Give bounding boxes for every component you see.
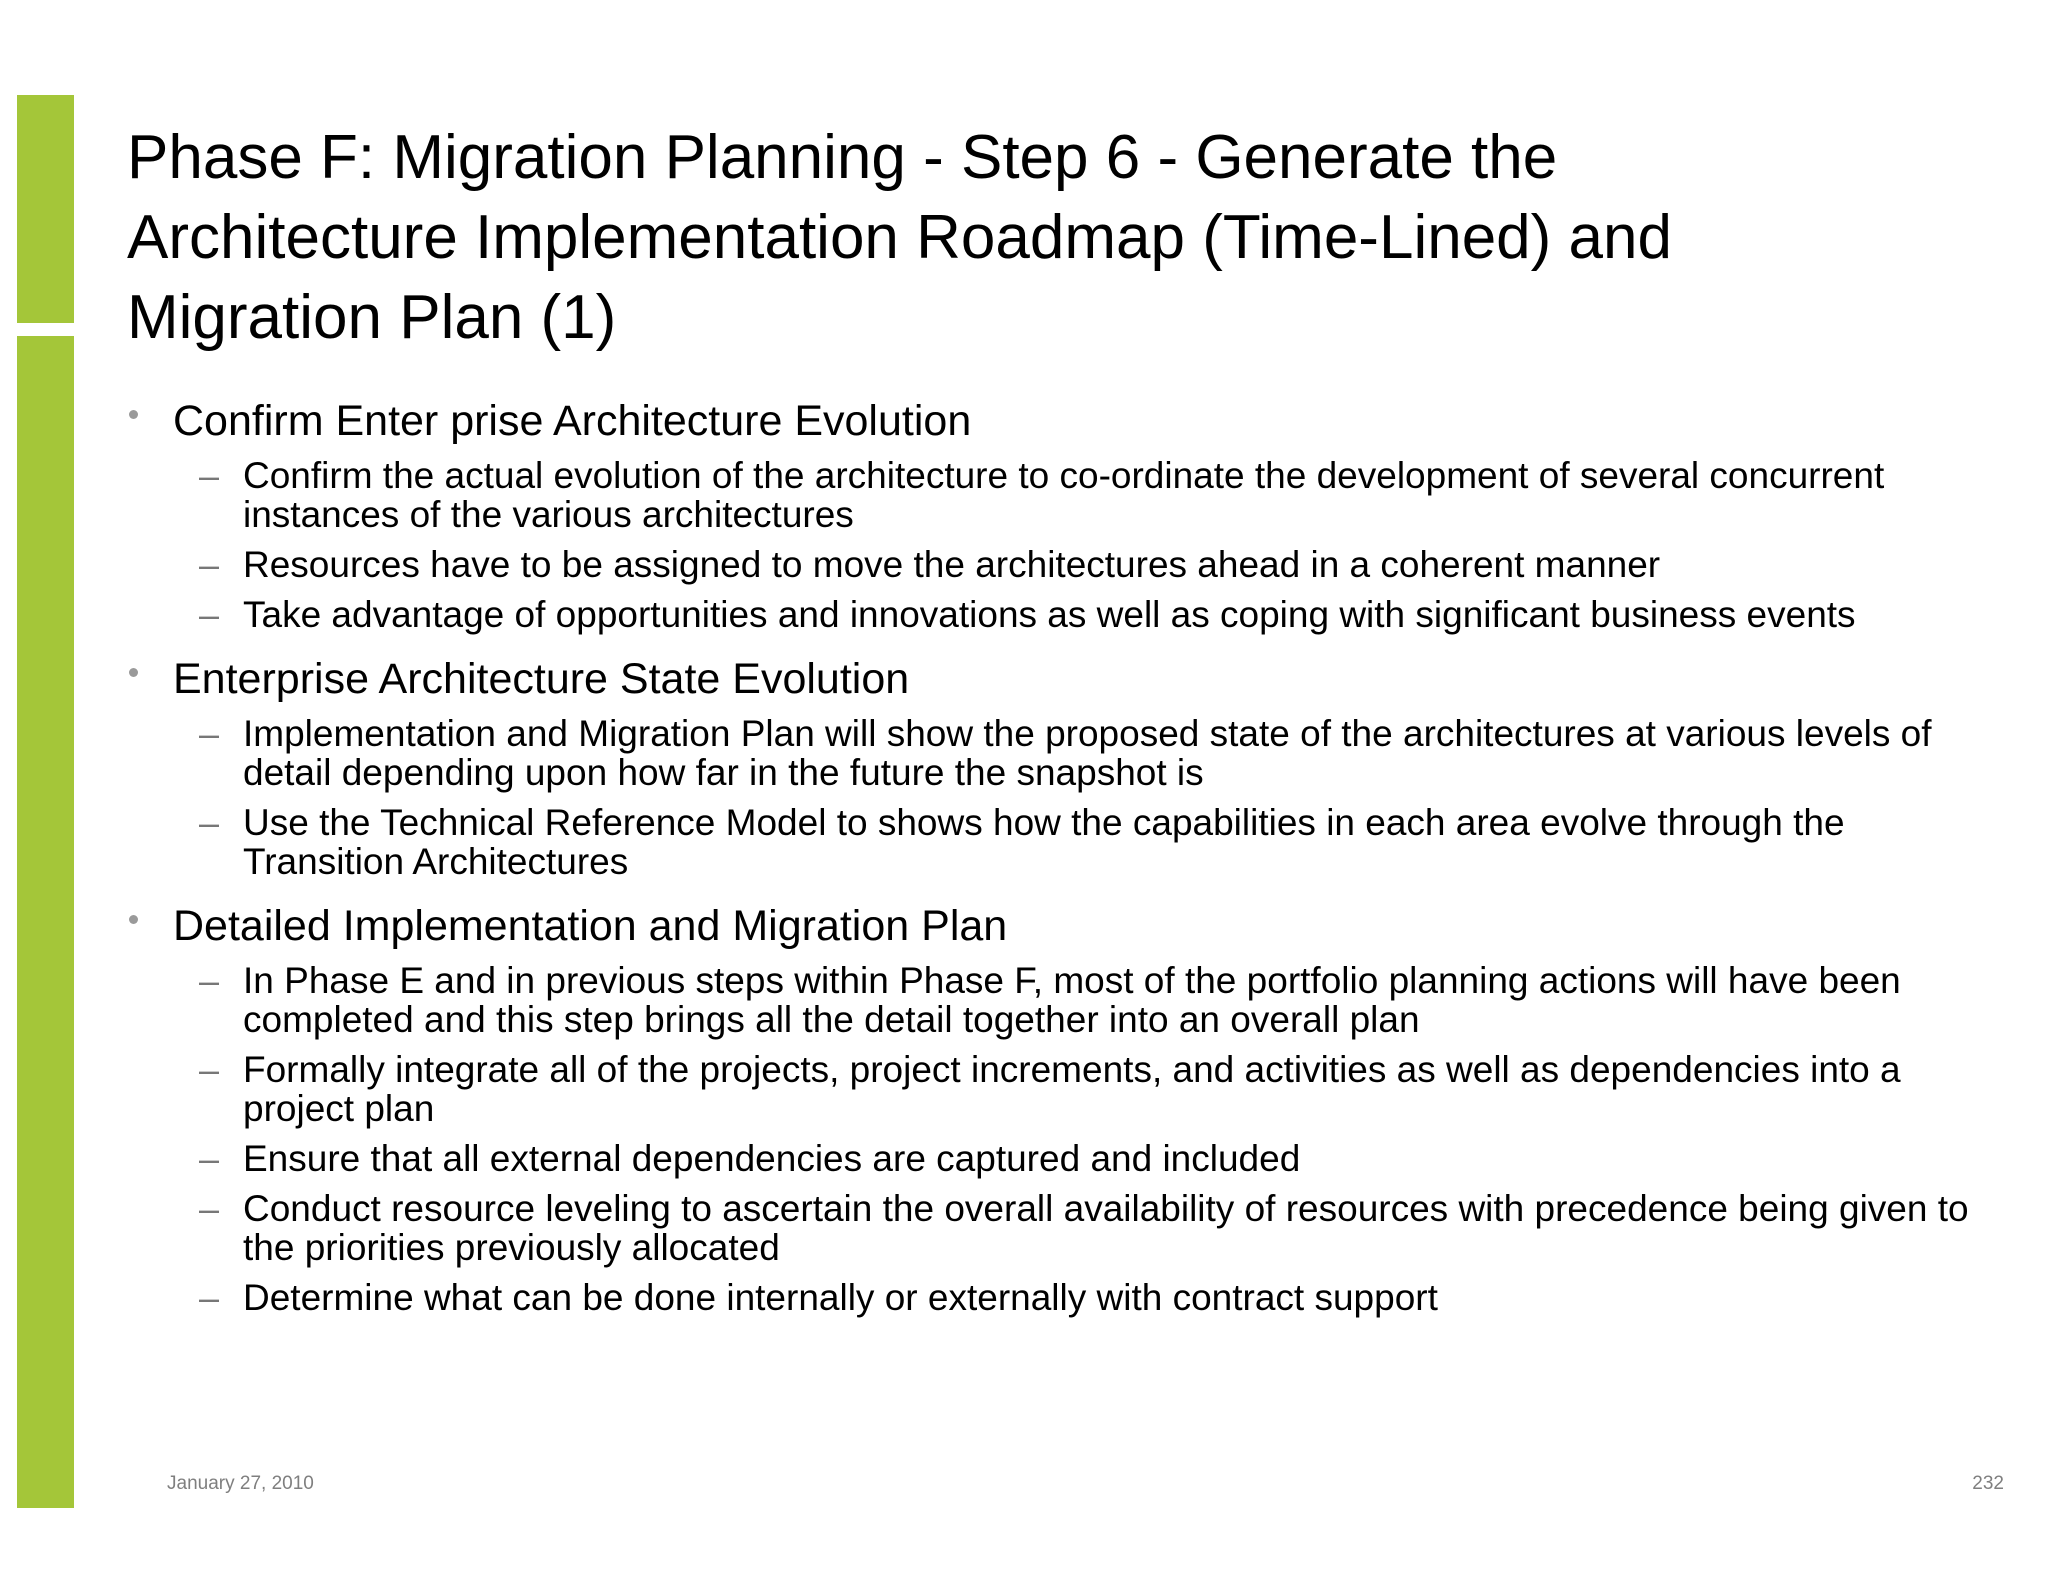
sub-bullet-text: Implementation and Migration Plan will show the proposed state of the architectures at various levels of detail depending upon how far in the future the snapshot is [243,713,1932,793]
bullet-item [127,895,2007,1317]
sub-bullet-list [173,714,2007,881]
sub-bullet-item [173,456,2007,534]
dash-icon: – [199,1049,220,1090]
dash-icon: – [199,713,220,754]
accent-bar-top [17,95,74,323]
dash-icon: – [199,455,220,496]
sub-bullet-item [173,545,2007,584]
bullet-dot-icon [129,915,138,924]
sub-bullet-text: Resources have to be assigned to move the architectures ahead in a coherent manner [243,544,1661,585]
sub-bullet-item [173,1139,2007,1178]
dash-icon: – [199,960,220,1001]
accent-bar-bottom [17,336,74,1508]
sub-bullet-item [173,1278,2007,1317]
dash-icon: – [199,1188,220,1229]
page-number: 232 [1972,1473,2004,1494]
bullet-dot-icon [129,410,138,419]
sub-bullet-item [173,803,2007,881]
slide-title-line-1: Phase F: Migration Planning - Step 6 - Generate the [127,123,1558,192]
sub-bullet-text: Formally integrate all of the projects, project increments, and activities as well as dependencies into a project plan [243,1049,1901,1129]
footer-date: January 27, 2010 [167,1473,314,1494]
dash-icon: – [199,802,220,843]
sub-bullet-item [173,1050,2007,1128]
bullet-item [127,648,2007,881]
slide-title-line-2: Architecture Implementation Roadmap (Time-Lined) and [127,203,1672,272]
sub-bullet-item [173,961,2007,1039]
slide-body [127,390,2007,1331]
sub-bullet-text: Conduct resource leveling to ascertain the overall availability of resources with precedence being given to the priorities previously allocated [243,1188,1969,1268]
sub-bullet-text: Ensure that all external dependencies are captured and included [243,1138,1301,1179]
sub-bullet-text: Take advantage of opportunities and innovations as well as coping with significant business events [243,594,1856,635]
bullet-text: Confirm Enter prise Architecture Evolution [173,397,972,445]
bullet-item [127,390,2007,634]
sub-bullet-item [173,714,2007,792]
sub-bullet-text: In Phase E and in previous steps within Phase F, most of the portfolio planning actions will have been completed and this step brings all the detail together into an overall plan [243,960,1901,1040]
slide-title-line-3: Migration Plan (1) [127,283,617,352]
bullet-text: Enterprise Architecture State Evolution [173,655,910,703]
sub-bullet-item [173,595,2007,634]
dash-icon: – [199,594,220,635]
sub-bullet-item [173,1189,2007,1267]
bullet-text: Detailed Implementation and Migration Plan [173,902,1008,950]
dash-icon: – [199,1138,220,1179]
sub-bullet-text: Determine what can be done internally or externally with contract support [243,1277,1438,1318]
dash-icon: – [199,1277,220,1318]
sub-bullet-text: Confirm the actual evolution of the architecture to co-ordinate the development of several concurrent instances of the various architectures [243,455,1885,535]
bullet-dot-icon [129,668,138,677]
dash-icon: – [199,544,220,585]
slide-title [127,118,1987,358]
sub-bullet-list [173,961,2007,1317]
sub-bullet-text: Use the Technical Reference Model to shows how the capabilities in each area evolve through the Transition Architectures [243,802,1845,882]
sub-bullet-list [173,456,2007,634]
